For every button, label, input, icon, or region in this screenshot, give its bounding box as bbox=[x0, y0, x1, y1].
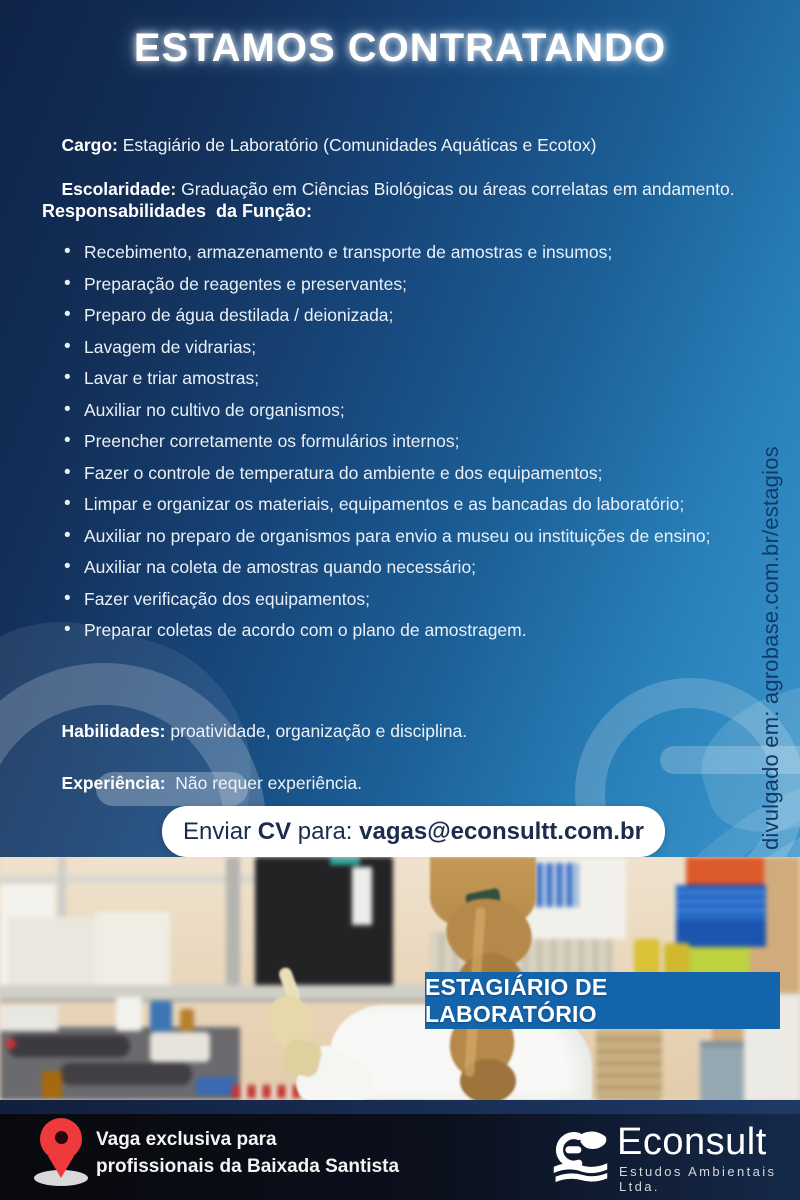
field-cargo-value: Estagiário de Laboratório (Comunidades Aquáticas e Ecotox) bbox=[117, 135, 597, 155]
brand-name: Econsult bbox=[617, 1121, 767, 1163]
field-habilidades-label: Habilidades: bbox=[61, 721, 166, 741]
responsibility-item: • Lavagem de vidrarias; bbox=[64, 338, 764, 357]
field-cargo-label: Cargo: bbox=[61, 135, 118, 155]
responsibility-item: • Auxiliar no cultivo de organismos; bbox=[64, 401, 764, 420]
page-title: ESTAMOS CONTRATANDO bbox=[133, 26, 667, 70]
send-cv-button[interactable] bbox=[162, 806, 665, 857]
responsibility-item: • Auxiliar no preparo de organismos para envio a museu ou instituições de ensino; bbox=[64, 527, 764, 546]
brand-subtitle: Estudos Ambientais Ltda. bbox=[619, 1164, 777, 1194]
responsibility-item: • Preparo de água destilada / deionizada; bbox=[64, 306, 764, 325]
responsibility-item: • Preparação de reagentes e preservantes; bbox=[64, 275, 764, 294]
field-habilidades-value: proatividade, organização e disciplina. bbox=[165, 721, 468, 741]
econsult-logo-icon bbox=[552, 1128, 609, 1186]
responsibility-item: • Preparar coletas de acordo com o plano de amostragem. bbox=[64, 621, 764, 640]
field-escolaridade-label: Escolaridade: bbox=[61, 179, 177, 199]
field-experiencia-value: Não requer experiência. bbox=[165, 773, 363, 793]
responsibility-item: • Fazer o controle de temperatura do ambiente e dos equipamentos; bbox=[64, 464, 764, 483]
footer-bar bbox=[0, 1114, 800, 1200]
cta-email: vagas@econsultt.com.br bbox=[359, 817, 644, 845]
econsult-logo bbox=[552, 1122, 800, 1194]
divider-strip bbox=[0, 1100, 800, 1114]
responsibility-item: • Preencher corretamente os formulários internos; bbox=[64, 432, 764, 451]
location-pin-icon bbox=[55, 1131, 68, 1144]
footer-note-line2: profissionais da Baixada Santista bbox=[96, 1156, 400, 1177]
footer-note-line1: Vaga exclusiva para bbox=[96, 1129, 277, 1150]
cta-text: para: bbox=[291, 817, 360, 845]
responsibility-item: • Recebimento, armazenamento e transporte de amostras e insumos; bbox=[64, 243, 764, 262]
field-escolaridade-value: Graduação em Ciências Biológicas ou áreas correlatas em andamento. bbox=[176, 179, 735, 199]
cta-text: Enviar bbox=[183, 817, 258, 845]
field-experiencia-label: Experiência: bbox=[61, 773, 166, 793]
responsibility-item: • Lavar e triar amostras; bbox=[64, 369, 764, 388]
responsibility-item: • Auxiliar na coleta de amostras quando necessário; bbox=[64, 558, 764, 577]
responsibility-item: • Limpar e organizar os materiais, equipamentos e as bancadas do laboratório; bbox=[64, 495, 764, 514]
responsibilities-heading: Responsabilidades da Função: bbox=[42, 201, 313, 221]
footer-note bbox=[96, 1126, 399, 1180]
responsibility-item: • Fazer verificação dos equipamentos; bbox=[64, 590, 764, 609]
responsibilities-list bbox=[64, 243, 764, 653]
side-credit-text: divulgado em: agrobase.com.br/estagios bbox=[758, 446, 783, 850]
cta-cv: CV bbox=[257, 817, 292, 845]
job-title-banner: ESTAGIÁRIO DE LABORATÓRIO bbox=[425, 972, 780, 1029]
lab-photo bbox=[0, 857, 800, 1100]
